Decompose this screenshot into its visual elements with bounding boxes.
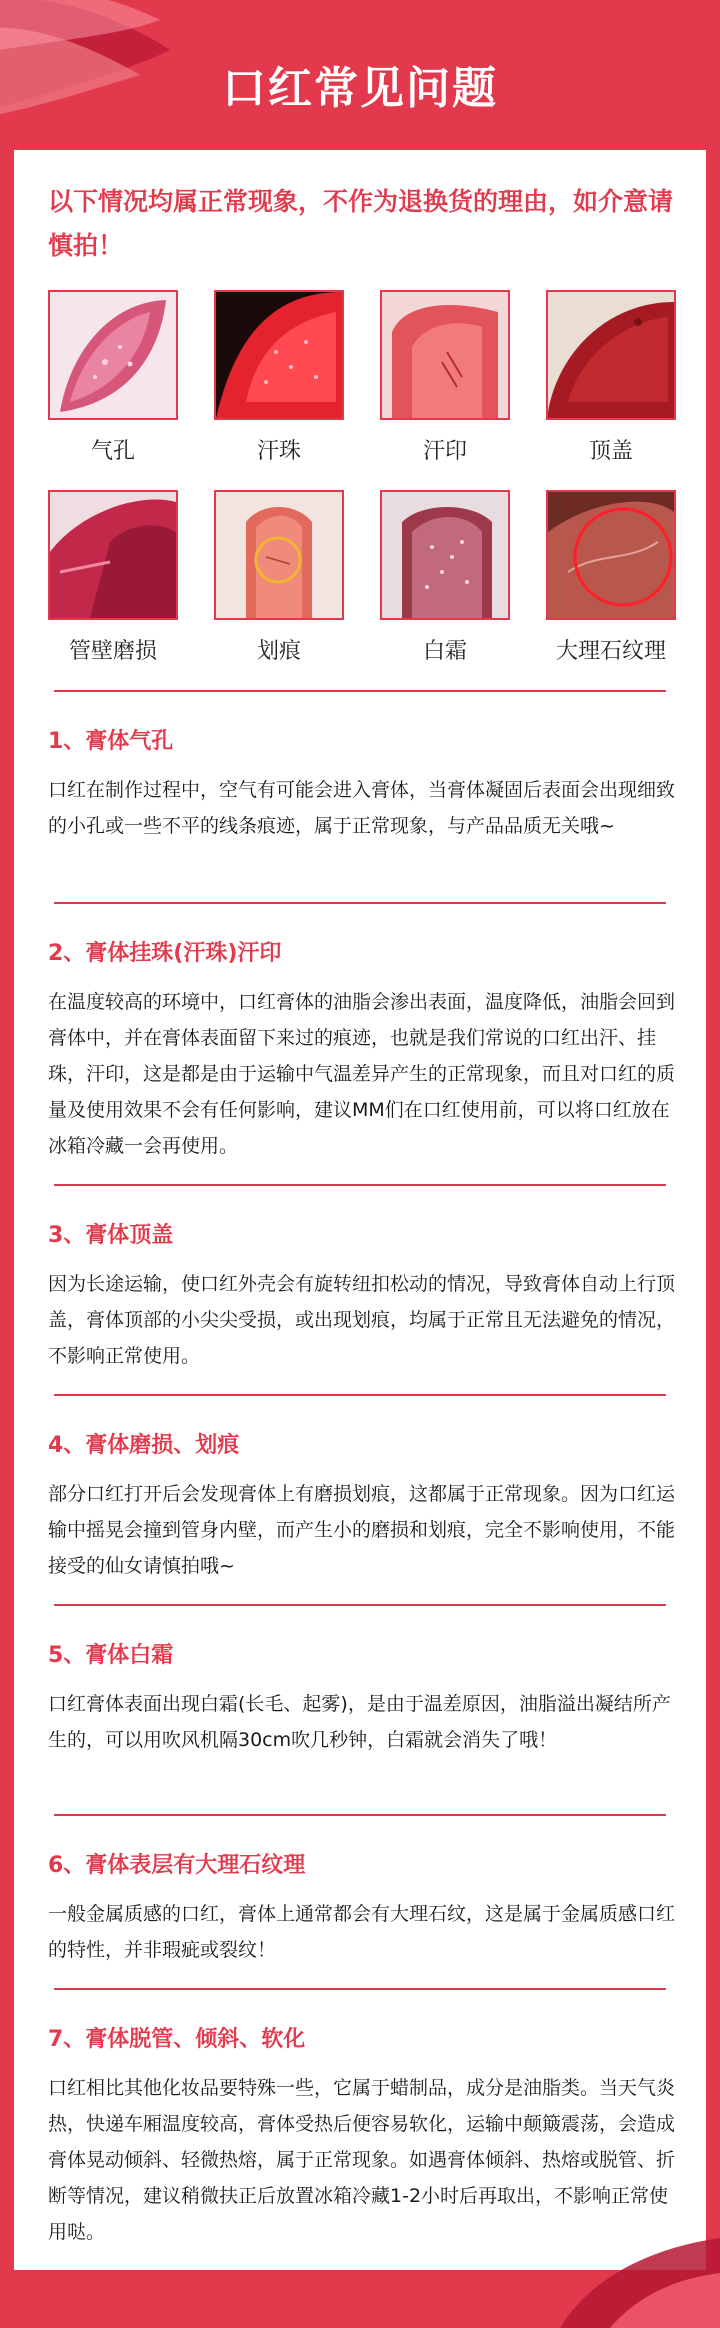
tile-bloom <box>380 490 510 665</box>
lipstick-sweat-mark-photo <box>380 290 510 420</box>
divider <box>54 902 666 904</box>
tile-scratch <box>214 490 344 665</box>
caption: 管壁磨损 <box>68 639 157 664</box>
lipstick-bloom-photo <box>380 490 510 620</box>
tile-top-dent <box>546 290 676 465</box>
caption: 白霜 <box>422 639 467 664</box>
section-title: 6、膏体表层有大理石纹理 <box>48 1853 306 1878</box>
section-title: 1、膏体气孔 <box>48 729 174 754</box>
lipstick-swatch-decoration <box>520 2208 720 2328</box>
section-title: 3、膏体顶盖 <box>48 1223 174 1248</box>
lipstick-top-dent-photo <box>546 290 676 420</box>
caption: 汗印 <box>422 439 467 464</box>
section-body: 口红在制作过程中，空气有可能会进入膏体，当膏体凝固后表面会出现细致的小孔或一些不平的线条痕迹，属于正常现象，与产品品质无关哦~ <box>48 779 676 837</box>
caption: 大理石纹理 <box>555 639 666 664</box>
caption: 气孔 <box>90 439 135 464</box>
section-title: 2、膏体挂珠(汗珠)汗印 <box>48 941 282 966</box>
lipstick-tube-wear-photo <box>48 490 178 620</box>
tile-air-hole <box>48 290 178 465</box>
lipstick-air-hole-photo <box>48 290 178 420</box>
section-title: 4、膏体磨损、划痕 <box>48 1433 240 1458</box>
lipstick-sweat-bead-photo <box>214 290 344 420</box>
section-body: 在温度较高的环境中，口红膏体的油脂会渗出表面，温度降低，油脂会回到膏体中，并在膏体表面留下来过的痕迹，也就是我们常说的口红出汗、挂珠，汗印，这是都是由于运输中气温差异产生的正常现象，而且对口红的质量及使用效果不会有任何影响，建议MM们在口红使用前，可以将口红放在冰箱冷藏一会再使用。 <box>48 991 676 1157</box>
divider <box>54 1814 666 1816</box>
section-body: 口红膏体表面出现白霜(长毛、起雾)，是由于温差原因，油脂溢出凝结所产生的，可以用吹风机隔30cm吹几秒钟，白霜就会消失了哦！ <box>48 1693 671 1751</box>
lipstick-marble-photo <box>546 490 676 620</box>
divider <box>54 1988 666 1990</box>
section-body: 一般金属质感的口红，膏体上通常都会有大理石纹，这是属于金属质感口红的特性，并非瑕疵或裂纹！ <box>48 1903 676 1961</box>
notice-text: 以下情况均属正常现象，不作为退换货的理由，如介意请慎拍！ <box>48 187 674 260</box>
header <box>0 0 720 160</box>
tile-sweat-mark <box>380 290 510 465</box>
section-title: 7、膏体脱管、倾斜、软化 <box>48 2027 306 2052</box>
divider <box>54 1394 666 1396</box>
caption: 顶盖 <box>588 439 633 464</box>
page-title: 口红常见问题 <box>222 63 498 114</box>
section-title: 5、膏体白霜 <box>48 1643 174 1668</box>
tile-sweat-bead <box>214 290 344 465</box>
caption: 汗珠 <box>256 439 301 464</box>
lipstick-scratch-photo <box>214 490 344 620</box>
tile-tube-wear <box>48 490 178 665</box>
content-card <box>14 150 706 2270</box>
section-body: 部分口红打开后会发现膏体上有磨损划痕，这都属于正常现象。因为口红运输中摇晃会撞到管身内壁，而产生小的磨损和划痕，完全不影响使用，不能接受的仙女请慎拍哦~ <box>48 1483 676 1577</box>
section-body: 口红相比其他化妆品要特殊一些，它属于蜡制品，成分是油脂类。当天气炎热，快递车厢温度较高，膏体受热后便容易软化，运输中颠簸震荡，会造成膏体晃动倾斜、轻微热熔，属于正常现象。如遇膏体倾斜、热熔或脱管、折断等情况，建议稍微扶正后放置冰箱冷藏1-2小时后再取出，不影响正常使用哒。 <box>48 2077 676 2243</box>
caption: 划痕 <box>256 639 301 664</box>
tile-marble <box>546 490 676 665</box>
section-body: 因为长途运输，使口红外壳会有旋转纽扣松动的情况，导致膏体自动上行顶盖，膏体顶部的小尖尖受损，或出现划痕，均属于正常且无法避免的情况，不影响正常使用。 <box>48 1273 676 1367</box>
divider <box>54 1604 666 1606</box>
divider <box>54 690 666 692</box>
divider <box>54 1184 666 1186</box>
